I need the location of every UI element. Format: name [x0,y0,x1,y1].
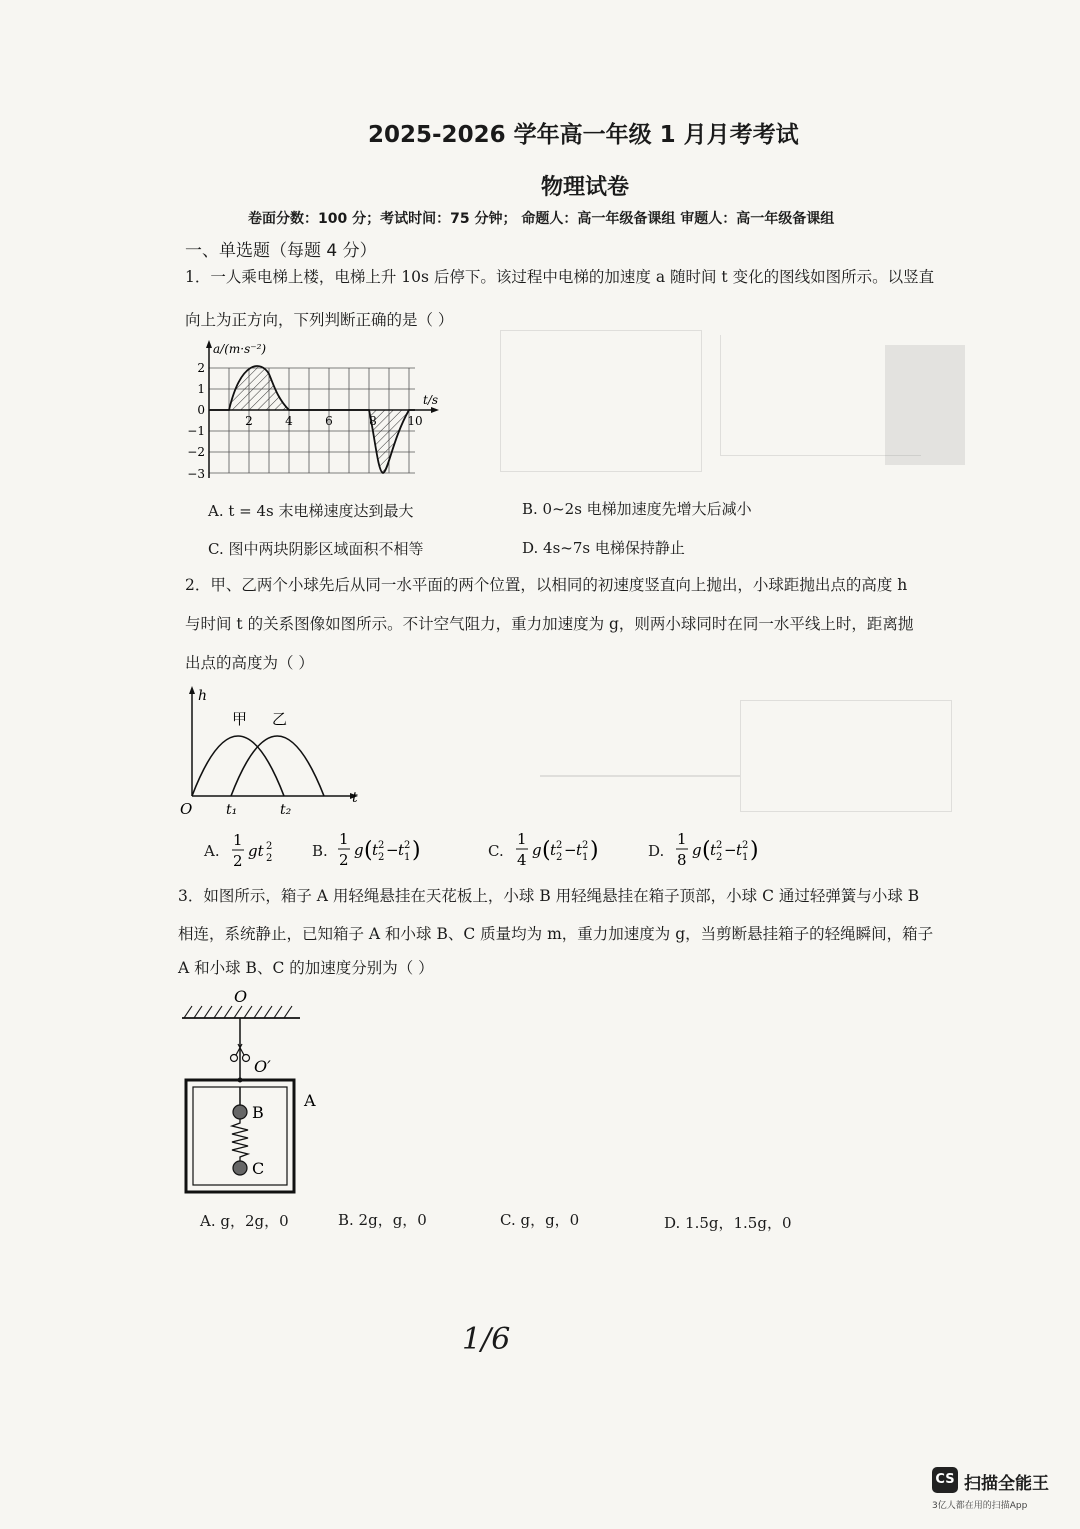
svg-text:2: 2 [378,840,385,851]
q1-option-c: C. 图中两块阴影区域面积不相等 [208,540,424,558]
label-b: B [252,1103,264,1122]
label-o-prime: O′ [254,1057,271,1076]
t1-label: t₁ [226,802,238,818]
graph1-xlabel: t/s [423,393,439,407]
svg-text:2: 2 [716,852,723,863]
svg-text:t: t [576,841,583,859]
q2-option-b: B. [312,842,328,860]
x-tick: 8 [369,414,377,428]
svg-text:2: 2 [339,851,349,869]
x-tick: 10 [407,414,423,428]
y-tick: 2 [197,361,205,375]
graph2-xlabel: t [352,790,358,806]
q2-option-a: A. [204,842,220,860]
svg-text:−: − [724,841,737,859]
svg-text:2: 2 [266,841,273,852]
q2-option-c: C. [488,842,504,860]
svg-text:t: t [710,841,717,859]
svg-text:g: g [532,841,542,859]
q2-height-time-graph [176,684,376,824]
svg-text:(: ( [702,838,711,863]
q1-acceleration-graph [185,338,455,488]
svg-text:gt: gt [248,842,264,860]
y-tick: −3 [187,467,205,481]
label-a: A [304,1091,316,1110]
svg-text:8: 8 [677,851,687,869]
graph2-ylabel: h [198,688,208,704]
q2-formula-b [336,826,436,872]
svg-text:1: 1 [742,852,749,863]
svg-text:g: g [692,841,702,859]
curve-label-yi: 乙 [272,710,288,728]
svg-text:t: t [372,841,379,859]
q3-line2: 相连，系统静止，已知箱子 A 和小球 B、C 质量均为 m，重力加速度为 g，当剪断悬挂箱子的轻绳瞬间，箱子 [178,925,934,943]
t2-label: t₂ [280,802,292,818]
section-heading: 一、单选题（每题 4 分） [185,241,377,261]
x-tick: 6 [325,414,333,428]
svg-text:2: 2 [378,852,385,863]
curve-jia [192,736,284,796]
svg-text:1: 1 [339,830,349,848]
svg-text:1: 1 [404,852,411,863]
svg-text:2: 2 [556,840,563,851]
q2-formula-a [230,828,290,872]
y-tick: −2 [187,445,205,459]
svg-text:(: ( [364,838,373,863]
graph2-origin: O [180,800,193,818]
svg-text:1: 1 [677,830,687,848]
svg-text:): ) [750,838,759,863]
svg-text:1: 1 [233,831,243,849]
svg-text:t: t [398,841,405,859]
ball-c [233,1161,247,1175]
svg-text:2: 2 [556,852,563,863]
q1-line2: 向上为正方向，下列判断正确的是（ ） [185,311,454,329]
svg-text:): ) [412,838,421,863]
y-tick: 0 [197,403,205,417]
svg-text:(: ( [542,838,551,863]
scanner-logo-icon: CS [932,1467,958,1493]
q2-formula-d [674,826,774,872]
q3-option-b: B. 2g，g，0 [338,1211,427,1229]
spring [232,1119,248,1162]
svg-text:2: 2 [742,840,749,851]
svg-text:2: 2 [404,840,411,851]
x-tick: 4 [285,414,293,428]
label-o: O [234,987,248,1006]
svg-text:): ) [590,838,599,863]
exam-title: 2025-2026 学年高一年级 1 月月考考试 [368,122,799,148]
exam-info: 卷面分数：100 分；考试时间：75 分钟； 命题人：高一年级备课组 审题人：高一年级备课组 [248,211,835,227]
x-tick: 2 [245,414,253,428]
svg-text:4: 4 [517,851,527,869]
q3-line1: 3．如图所示，箱子 A 用轻绳悬挂在天花板上，小球 B 用轻绳悬挂在箱子顶部，小球 C 通过轻弹簧与小球 B [178,887,920,905]
q2-line1: 2．甲、乙两个小球先后从同一水平面的两个位置，以相同的初速度竖直向上抛出，小球距抛出点的高度 h [185,576,908,594]
svg-text:2: 2 [233,852,243,870]
svg-text:t: t [736,841,743,859]
q1-option-b: B. 0~2s 电梯加速度先增大后减小 [522,500,752,518]
exam-subtitle: 物理试卷 [541,175,630,200]
page-number: 1/6 [462,1322,511,1357]
q3-option-d: D. 1.5g，1.5g，0 [664,1214,792,1232]
svg-text:1: 1 [517,830,527,848]
q2-option-d: D. [648,842,665,860]
q3-option-c: C. g，g，0 [500,1211,580,1229]
svg-text:−: − [564,841,577,859]
q1-option-d: D. 4s~7s 电梯保持静止 [522,539,685,557]
q3-option-a: A. g，2g，0 [200,1212,289,1230]
q3-line3: A 和小球 B、C 的加速度分别为（ ） [178,959,434,977]
bleed-through-figures [500,330,702,472]
q2-line2: 与时间 t 的关系图像如图所示。不计空气阻力，重力加速度为 g，则两小球同时在同一水平线上时，距离抛 [185,615,914,633]
svg-text:2: 2 [582,840,589,851]
q2-formula-c [514,826,614,872]
ball-b [233,1105,247,1119]
q1-line1: 1．一人乘电梯上楼，电梯上升 10s 后停下。该过程中电梯的加速度 a 随时间 t 变化的图线如图所示。以竖直 [185,268,935,286]
bleed-through-figures [885,345,965,465]
q3-box-spring-figure [176,984,336,1200]
q1-option-a: A. t = 4s 末电梯速度达到最大 [208,502,414,520]
y-tick: 1 [197,382,205,396]
svg-text:1: 1 [582,852,589,863]
svg-text:g: g [354,841,364,859]
y-tick: −1 [187,424,205,438]
svg-text:2: 2 [266,853,273,864]
svg-text:2: 2 [716,840,723,851]
graph1-ylabel: a/(m·s⁻²) [213,342,267,356]
svg-text:t: t [550,841,557,859]
svg-text:−: − [386,841,399,859]
scanner-slogan: 3亿人都在用的扫描App [932,1501,1028,1511]
scanner-app-name: 扫描全能王 [964,1474,1049,1494]
bleed-through-figures [540,775,740,777]
curve-label-jia: 甲 [232,710,248,728]
curve-yi [231,736,324,796]
bleed-through-figures [740,700,952,812]
q2-line3: 出点的高度为（ ） [185,654,314,672]
label-c: C [252,1159,265,1178]
